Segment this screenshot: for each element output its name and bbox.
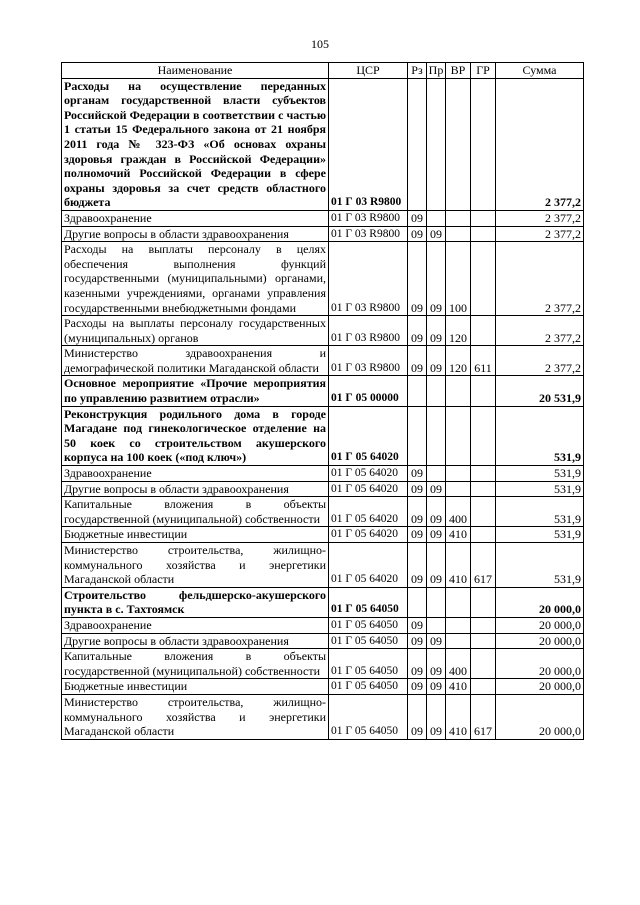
- row-gr-cell: [471, 242, 496, 316]
- table-row: [62, 242, 584, 316]
- table-row: [62, 316, 584, 346]
- row-csr-cell: 01 Г 05 00000: [329, 376, 408, 406]
- row-pr-cell: [427, 466, 446, 482]
- row-gr-cell: [471, 587, 496, 617]
- row-sum-cell: 20 000,0: [496, 649, 584, 679]
- table-row: [62, 694, 584, 739]
- row-gr-cell: [471, 210, 496, 226]
- row-name-cell: Расходы на выплаты персоналу государственных (муниципальных) органов: [62, 316, 329, 346]
- row-gr-cell: [471, 649, 496, 679]
- row-csr-cell: 01 Г 03 R9800: [329, 316, 408, 346]
- row-csr-cell: 01 Г 03 R9800: [329, 242, 408, 316]
- row-csr-cell: 01 Г 05 64050: [329, 679, 408, 695]
- row-vr-cell: [446, 617, 471, 633]
- table-row: [62, 78, 584, 210]
- row-name-cell: Капитальные вложения в объекты государственной (муниципальной) собственности: [62, 497, 329, 527]
- row-rz-cell: 09: [408, 633, 427, 649]
- table-row: [62, 497, 584, 527]
- row-name-cell: Расходы на осуществление переданных органам государственной власти субъектов Российской Федерации в соответствии с частью 1 статьи 15 Федерального закона от 21 ноября 2011 года № 323-ФЗ «Об основах охраны здоровья граждан в Российской Федерации» полномочий Российской Федерации в сфере охраны здоровья за счет средств областного бюджета: [62, 78, 329, 210]
- row-rz-cell: 09: [408, 527, 427, 543]
- row-gr-cell: 611: [471, 346, 496, 376]
- row-sum-cell: 20 000,0: [496, 617, 584, 633]
- row-sum-cell: 20 000,0: [496, 694, 584, 739]
- row-csr-cell: 01 Г 03 R9800: [329, 346, 408, 376]
- row-rz-cell: 09: [408, 226, 427, 242]
- row-sum-cell: 20 000,0: [496, 587, 584, 617]
- table-row: [62, 226, 584, 242]
- row-pr-cell: [427, 406, 446, 465]
- row-sum-cell: 2 377,2: [496, 226, 584, 242]
- row-gr-cell: [471, 617, 496, 633]
- row-name-cell: Бюджетные инвестиции: [62, 679, 329, 695]
- row-gr-cell: [471, 679, 496, 695]
- row-rz-cell: 09: [408, 316, 427, 346]
- row-sum-cell: 2 377,2: [496, 210, 584, 226]
- row-name-cell: Другие вопросы в области здравоохранения: [62, 481, 329, 497]
- row-pr-cell: [427, 210, 446, 226]
- row-pr-cell: 09: [427, 481, 446, 497]
- row-vr-cell: [446, 587, 471, 617]
- table-row: [62, 527, 584, 543]
- table-row: [62, 587, 584, 617]
- row-pr-cell: [427, 376, 446, 406]
- row-gr-cell: 617: [471, 543, 496, 588]
- row-sum-cell: 2 377,2: [496, 78, 584, 210]
- table-row: [62, 466, 584, 482]
- row-sum-cell: 531,9: [496, 497, 584, 527]
- row-sum-cell: 531,9: [496, 406, 584, 465]
- row-pr-cell: 09: [427, 497, 446, 527]
- row-sum-cell: 531,9: [496, 527, 584, 543]
- row-rz-cell: 09: [408, 649, 427, 679]
- row-name-cell: Основное мероприятие «Прочие мероприятия по управлению развитием отрасли»: [62, 376, 329, 406]
- row-rz-cell: 09: [408, 497, 427, 527]
- table-row: [62, 210, 584, 226]
- row-vr-cell: 120: [446, 316, 471, 346]
- row-csr-cell: 01 Г 05 64050: [329, 649, 408, 679]
- row-pr-cell: [427, 587, 446, 617]
- row-vr-cell: 100: [446, 242, 471, 316]
- row-csr-cell: 01 Г 05 64020: [329, 481, 408, 497]
- row-vr-cell: 410: [446, 679, 471, 695]
- table-header-row: [62, 63, 584, 79]
- row-sum-cell: 531,9: [496, 481, 584, 497]
- table-row: [62, 633, 584, 649]
- row-sum-cell: 531,9: [496, 466, 584, 482]
- row-csr-cell: 01 Г 05 64020: [329, 466, 408, 482]
- row-name-cell: Другие вопросы в области здравоохранения: [62, 633, 329, 649]
- row-sum-cell: 20 531,9: [496, 376, 584, 406]
- row-sum-cell: 2 377,2: [496, 242, 584, 316]
- row-pr-cell: 09: [427, 242, 446, 316]
- row-csr-cell: 01 Г 03 R9800: [329, 78, 408, 210]
- header-rz: Рз: [408, 63, 427, 79]
- row-pr-cell: 09: [427, 346, 446, 376]
- row-gr-cell: 617: [471, 694, 496, 739]
- row-name-cell: Капитальные вложения в объекты государственной (муниципальной) собственности: [62, 649, 329, 679]
- row-rz-cell: 09: [408, 543, 427, 588]
- row-rz-cell: 09: [408, 242, 427, 316]
- row-vr-cell: [446, 481, 471, 497]
- row-pr-cell: 09: [427, 527, 446, 543]
- row-vr-cell: 400: [446, 497, 471, 527]
- row-pr-cell: 09: [427, 679, 446, 695]
- row-name-cell: Другие вопросы в области здравоохранения: [62, 226, 329, 242]
- row-gr-cell: [471, 527, 496, 543]
- row-rz-cell: [408, 78, 427, 210]
- table-row: [62, 679, 584, 695]
- header-gr: ГР: [471, 63, 496, 79]
- row-csr-cell: 01 Г 03 R9800: [329, 210, 408, 226]
- row-rz-cell: 09: [408, 466, 427, 482]
- table-row: [62, 649, 584, 679]
- row-csr-cell: 01 Г 05 64050: [329, 587, 408, 617]
- row-rz-cell: 09: [408, 617, 427, 633]
- header-vr: ВР: [446, 63, 471, 79]
- row-vr-cell: [446, 78, 471, 210]
- row-vr-cell: [446, 633, 471, 649]
- row-gr-cell: [471, 406, 496, 465]
- row-name-cell: Здравоохранение: [62, 466, 329, 482]
- table-row: [62, 481, 584, 497]
- table-row: [62, 346, 584, 376]
- row-vr-cell: [446, 406, 471, 465]
- row-sum-cell: 20 000,0: [496, 679, 584, 695]
- row-csr-cell: 01 Г 05 64050: [329, 694, 408, 739]
- row-vr-cell: [446, 466, 471, 482]
- row-pr-cell: 09: [427, 226, 446, 242]
- row-sum-cell: 2 377,2: [496, 346, 584, 376]
- row-rz-cell: [408, 406, 427, 465]
- row-name-cell: Здравоохранение: [62, 617, 329, 633]
- row-csr-cell: 01 Г 05 64050: [329, 617, 408, 633]
- table-row: [62, 406, 584, 465]
- table-row: [62, 376, 584, 406]
- row-gr-cell: [471, 226, 496, 242]
- page-number: 105: [311, 37, 329, 51]
- row-csr-cell: 01 Г 05 64020: [329, 497, 408, 527]
- row-pr-cell: [427, 78, 446, 210]
- row-name-cell: Реконструкция родильного дома в городе Магадане под гинекологическое отделение на 50 коек со строительством акушерского корпуса на 100 коек («под ключ»): [62, 406, 329, 465]
- row-gr-cell: [471, 481, 496, 497]
- row-pr-cell: [427, 617, 446, 633]
- row-vr-cell: [446, 226, 471, 242]
- row-pr-cell: 09: [427, 649, 446, 679]
- row-name-cell: Расходы на выплаты персоналу в целях обеспечения выполнения функций государственными (муниципальными) органами, казенными учреждениями, органами управления государственными внебюджетными фондами: [62, 242, 329, 316]
- row-pr-cell: 09: [427, 316, 446, 346]
- header-name: Наименование: [62, 63, 329, 79]
- row-vr-cell: [446, 210, 471, 226]
- row-gr-cell: [471, 376, 496, 406]
- row-rz-cell: 09: [408, 481, 427, 497]
- table-body: [62, 78, 584, 739]
- row-vr-cell: [446, 376, 471, 406]
- header-csr: ЦСР: [329, 63, 408, 79]
- row-rz-cell: 09: [408, 346, 427, 376]
- row-gr-cell: [471, 316, 496, 346]
- row-vr-cell: 410: [446, 527, 471, 543]
- row-gr-cell: [471, 466, 496, 482]
- row-rz-cell: 09: [408, 210, 427, 226]
- row-csr-cell: 01 Г 05 64020: [329, 543, 408, 588]
- row-name-cell: Министерство строительства, жилищно-коммунального хозяйства и энергетики Магаданской области: [62, 694, 329, 739]
- header-pr: Пр: [427, 63, 446, 79]
- row-rz-cell: [408, 587, 427, 617]
- row-csr-cell: 01 Г 05 64050: [329, 633, 408, 649]
- budget-table: [61, 62, 584, 740]
- row-sum-cell: 2 377,2: [496, 316, 584, 346]
- row-name-cell: Министерство строительства, жилищно-коммунального хозяйства и энергетики Магаданской области: [62, 543, 329, 588]
- row-sum-cell: 531,9: [496, 543, 584, 588]
- row-pr-cell: 09: [427, 694, 446, 739]
- row-vr-cell: 410: [446, 543, 471, 588]
- row-pr-cell: 09: [427, 543, 446, 588]
- row-csr-cell: 01 Г 05 64020: [329, 527, 408, 543]
- header-sum: Сумма: [496, 63, 584, 79]
- row-rz-cell: 09: [408, 694, 427, 739]
- row-csr-cell: 01 Г 03 R9800: [329, 226, 408, 242]
- row-vr-cell: 400: [446, 649, 471, 679]
- row-pr-cell: 09: [427, 633, 446, 649]
- row-vr-cell: 120: [446, 346, 471, 376]
- row-name-cell: Министерство здравоохранения и демографической политики Магаданской области: [62, 346, 329, 376]
- table-row: [62, 543, 584, 588]
- row-sum-cell: 20 000,0: [496, 633, 584, 649]
- row-csr-cell: 01 Г 05 64020: [329, 406, 408, 465]
- row-vr-cell: 410: [446, 694, 471, 739]
- row-name-cell: Здравоохранение: [62, 210, 329, 226]
- row-name-cell: Строительство фельдшерско-акушерского пункта в с. Тахтоямск: [62, 587, 329, 617]
- table-row: [62, 617, 584, 633]
- row-gr-cell: [471, 78, 496, 210]
- row-gr-cell: [471, 633, 496, 649]
- row-rz-cell: 09: [408, 679, 427, 695]
- row-name-cell: Бюджетные инвестиции: [62, 527, 329, 543]
- row-gr-cell: [471, 497, 496, 527]
- row-rz-cell: [408, 376, 427, 406]
